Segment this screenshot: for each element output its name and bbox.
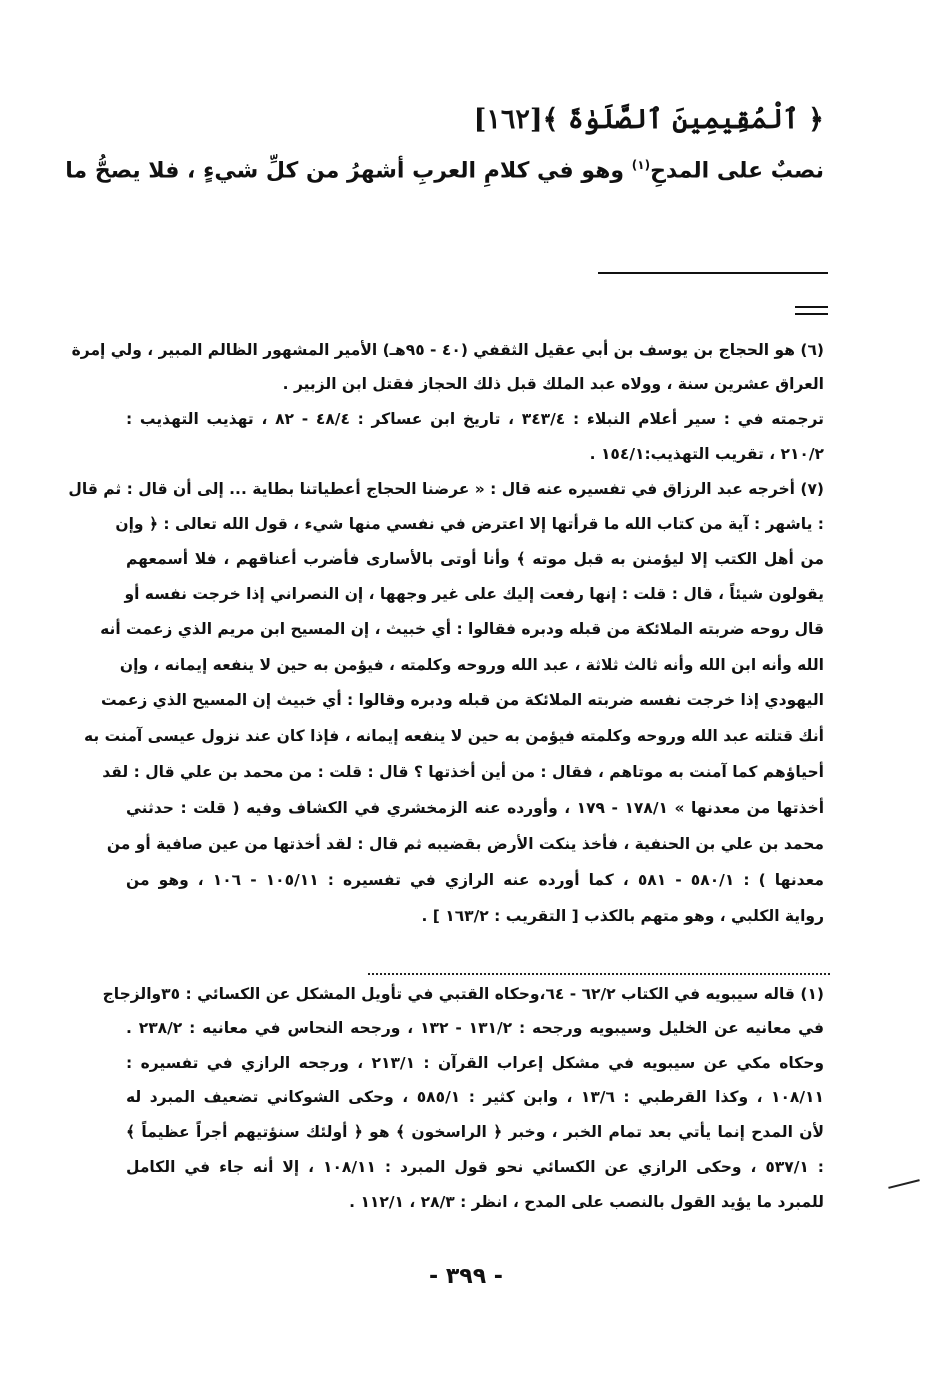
scan-mark: [888, 1179, 920, 1189]
quran-verse-heading: ﴿ ٱلْمُقِيمِينَ ٱلصَّلَوٰةَ ﴾[١٦٢]: [473, 104, 824, 135]
footnote-line: : ياشهر : آية من كتاب الله ما قرأتها إلا اعترض في نفسي منها شيء ، قول الله تعالى : ﴿ وإن: [115, 515, 824, 533]
footnote-dotted-separator: [368, 973, 830, 975]
footnote-line: أحياؤهم كما آمنت به موتاهم ، فقال : من أين أخذتها ؟ قال : قلت : من محمد بن علي قال : لقد: [102, 763, 824, 781]
footnote-line: من أهل الكتب إلا ليؤمنن به قبل موته ﴾ وأنا أوتى بالأسارى فأضرب أعناقهم ، فلا أسمعهم: [126, 550, 824, 568]
page-number: - ٣٩٩ -: [429, 1264, 503, 1289]
footnote-line: معدنها ) : ٥٨٠/١ - ٥٨١ ، كما أورده عنه الرازي في تفسيره : ١٠٥/١١ - ١٠٦ ، وهو من: [126, 871, 824, 889]
footnote-line: ٢١٠/٢ ، تقريب التهذيب:١٥٤/١ .: [589, 445, 824, 463]
footnote-line: (٦) هو الحجاج بن يوسف بن أبي عقيل الثقفي (٤٠ - ٩٥هـ) الأمير المشهور الظالم المبير ، ولي إمرة: [71, 341, 824, 359]
footnote-separator-rule: [598, 272, 828, 274]
footnote-line: (٧) أخرجه عبد الرزاق في تفسيره عنه قال : « عرضنا الحجاج أعطياتنا بطاية ... إلى أن قال : ثم قال: [68, 480, 824, 498]
footnote-line: الله وأنه ابن الله وأنه ثالث ثلاثة ، عبد الله وروحه وكلمته ، فيؤمن به حين لا ينفعه إيمانه ، وإن: [119, 656, 824, 674]
footnote-line: (١) قاله سيبويه في الكتاب ٦٢/٢ - ٦٤،وحكاه القتبي في تأويل المشكل عن الكسائي : ٣٥والزجاج: [102, 985, 824, 1003]
main-text-after-ref: وهو في كلامِ العربِ أشهرُ من كلِّ شيءٍ ، فلا يصحُّ ما: [65, 158, 625, 184]
footnote-line: وحكاه مكي عن سيبويه في مشكل إعراب القرآن : ٢١٣/١ ، ورجحه الرازي في تفسيره :: [126, 1054, 824, 1072]
footnote-line: في معانيه عن الخليل وسيبويه ورجحه : ١٣١/٢ - ١٣٢ ، ورجحه النحاس في معانيه : ٢٣٨/٢ .: [126, 1019, 824, 1037]
footnote-line: أخذتها من معدنها » ١٧٨/١ - ١٧٩ ، وأورده عنه الزمخشري في الكشاف وفيه ( قلت : حدثني: [126, 799, 825, 817]
footnote-ref-1: (١): [631, 158, 651, 172]
footnote-line: : ٥٣٧/١ ، وحكى الرازي عن الكسائي نحو قول المبرد : ١٠٨/١١ ، إلا أنه جاء في الكامل: [126, 1158, 824, 1176]
double-rule-top: [795, 306, 828, 308]
footnote-line: ترجمته في : سير أعلام النبلاء : ٣٤٣/٤ ، تاريخ ابن عساكر : ٤٨/٤ - ٨٢ ، تهذيب التهذيب :: [126, 410, 824, 428]
footnote-line: يقولون شيئاً ، قال : قلت : إنها رفعت إليك على غير وجهها ، إن النصراني إذا خرجت نفسه أو: [124, 585, 824, 603]
main-text-before-ref: نصبٌ على المدحِ: [650, 158, 824, 184]
footnote-line: اليهودي إذا خرجت نفسه ضربته الملائكة من قبله ودبره وقالوا : أي خبيث إن المسيح الذي زعمت: [100, 691, 824, 709]
footnote-line: رواية الكلبي ، وهو متهم بالكذب [ التقريب : ١٦٣/٢ ] .: [421, 907, 824, 925]
footnote-line: ١٠٨/١١ ، وكذا القرطبي : ١٣/٦ ، وابن كثير : ٥٨٥/١ ، وحكى الشوكاني تضعيف المبرد له: [126, 1088, 824, 1106]
double-rule-bottom: [795, 313, 828, 315]
footnote-line: محمد بن علي بن الحنفية ، فأخذ ينكت الأرض بقضيبه ثم قال : لقد أخذتها من عين صافية أو من: [106, 835, 824, 853]
footnote-line: أنك قتلته عبد الله وروحه وكلمته فيؤمن به حين لا ينفعه إيمانه ، فإذا كان عند نزول عيسى آمنت به: [83, 727, 824, 745]
footnote-line: للمبرد ما يؤيد القول بالنصب على المدح ، انظر : ٢٨/٣ ، ١١٢/١ .: [349, 1193, 824, 1211]
footnote-line: العراق عشرين سنة ، وولاه عبد الملك قبل ذلك الحجاز فقتل ابن الزبير .: [282, 375, 824, 393]
main-body-line: [65, 158, 824, 184]
footnote-line: قال روحه ضربته الملائكة من قبله ودبره فقالوا : أي خبيث ، إن المسيح ابن مريم الذي زعمت أنه: [100, 620, 824, 638]
footnote-line: لأن المدح إنما يأتي بعد تمام الخبر ، وخبر ﴿ الراسخون ﴾ هو ﴿ أولئك سنؤتيهم أجراً عظيماً ﴾: [126, 1123, 824, 1141]
